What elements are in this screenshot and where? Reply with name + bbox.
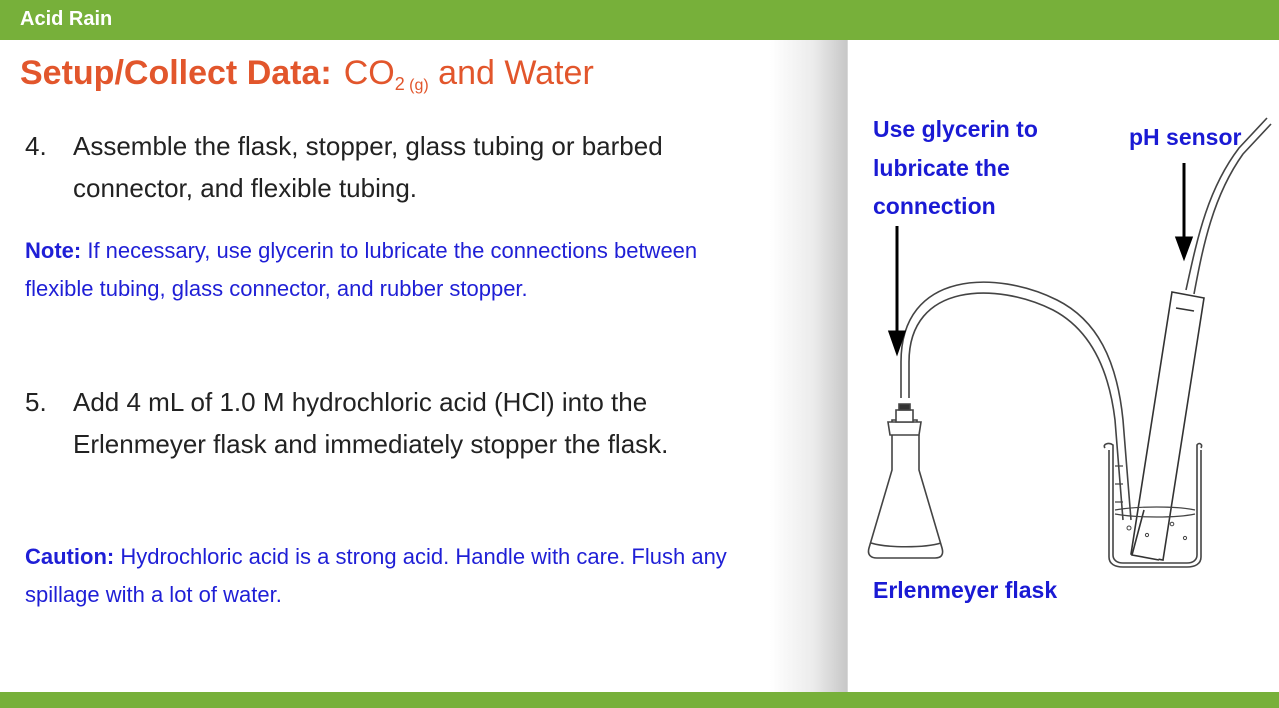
ph-sensor-probe (1131, 292, 1204, 560)
step-number: 4. (25, 131, 47, 161)
step-text: Add 4 mL of 1.0 M hydrochloric acid (HCl) into the Erlenmeyer flask and immediately stopper the flask. (73, 387, 669, 459)
erlenmeyer-flask (868, 404, 942, 558)
slide-title (20, 56, 594, 94)
note-glycerin (25, 232, 755, 308)
flexible-tubing (901, 282, 1131, 520)
footer-bar (0, 692, 1279, 708)
formula-base: CO (343, 54, 395, 92)
title-formula (344, 54, 594, 92)
callout-glycerin-text: Use glycerin to lubricate the connection (873, 116, 1038, 219)
header-bar (0, 0, 1279, 40)
note-label: Note: (25, 238, 82, 263)
step-5 (25, 381, 765, 465)
section-title: Acid Rain (20, 8, 113, 30)
title-prefix: Setup/Collect Data: (20, 54, 332, 92)
panel-shadow (770, 40, 848, 692)
formula-phase: (g) (404, 77, 429, 94)
title-suffix: and Water (428, 54, 594, 92)
note-caution (25, 538, 755, 614)
callout-flask: Erlenmeyer flask (873, 577, 1058, 603)
callout-ph-sensor: pH sensor (1129, 124, 1242, 150)
callout-glycerin (873, 110, 1088, 226)
caution-text: Hydrochloric acid is a strong acid. Handle with care. Flush any spillage with a lot of water. (25, 544, 727, 607)
step-4 (25, 125, 765, 209)
formula-subscript: 2 (394, 74, 405, 94)
caution-label: Caution: (25, 544, 115, 569)
step-number: 5. (25, 387, 47, 417)
note-text: If necessary, use glycerin to lubricate the connections between flexible tubing, glass connector, and rubber stopper. (25, 238, 698, 301)
step-text: Assemble the flask, stopper, glass tubing or barbed connector, and flexible tubing. (73, 131, 663, 203)
